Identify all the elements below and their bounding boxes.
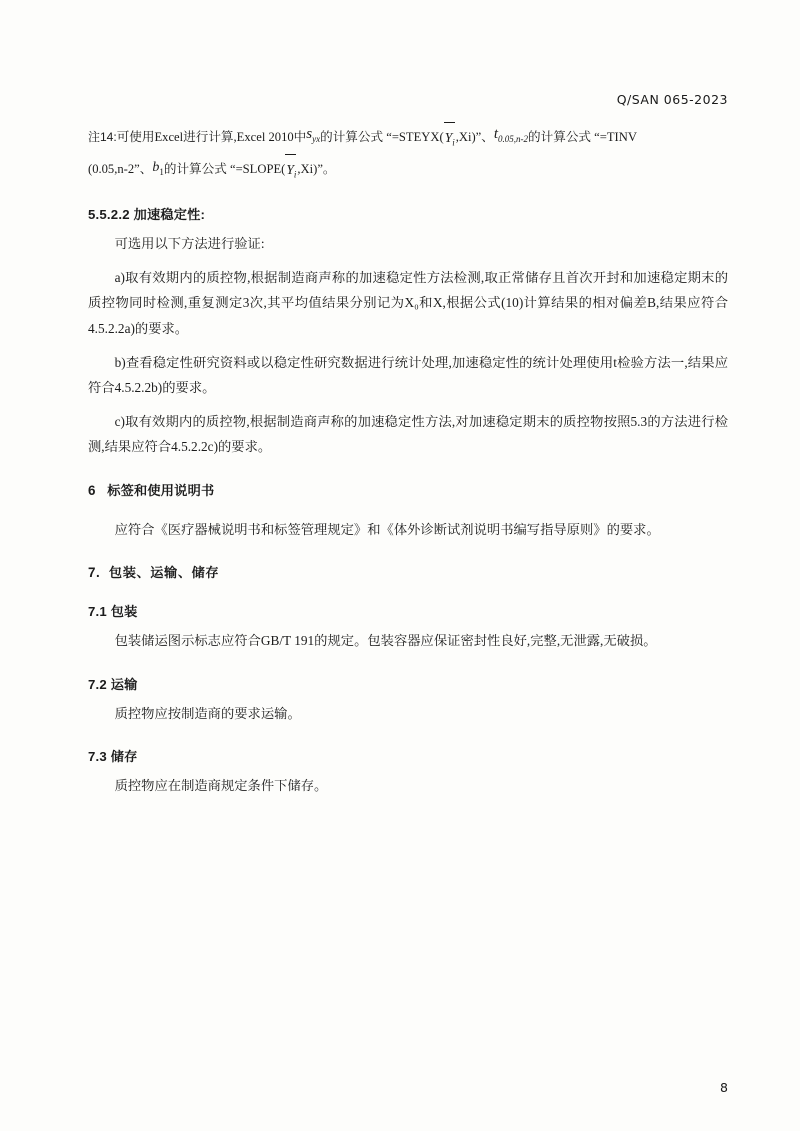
- note-paragraph-cont: [88, 155, 728, 185]
- section-heading-5-5-2-2: 5.5.2.2 加速稳定性:: [88, 207, 206, 223]
- note-text-6: 的计算公式 “=SLOPE(: [163, 161, 286, 176]
- note-label: 注14:: [88, 130, 117, 144]
- section-6-number: 6: [88, 482, 96, 498]
- paragraph-7-3: 质控物应在制造商规定条件下储存。: [114, 778, 328, 794]
- variable-t-alpha: $t_{0.05,n-2}$: [493, 126, 529, 144]
- note-text-2: 的计算公式 “=STEYX(: [320, 130, 444, 144]
- section-heading-7-3: 7.3 储存: [88, 749, 138, 765]
- section-heading-7: [88, 562, 728, 581]
- paragraph-5-5-2-2-a: a)取有效期内的质控物,根据制造商声称的加速稳定性方法检测,取正常储存且首次开封和加速稳定期末的质控物同时检测,重复测定3次,其平均值结果分别记为X₀和X,根据公式(10)计算结果的相对偏差B,结果应符合4.5.2.2a)的要求。: [88, 269, 728, 336]
- paragraph-7-1: 包装储运图示标志应符合GB/T 191的规定。包装容器应保证密封性良好,完整,无泄露,无破损。: [114, 633, 657, 649]
- note-text-1: 可使用Excel进行计算,Excel 2010中: [116, 130, 307, 144]
- document-header-code: Q/SAN 065-2023: [616, 92, 728, 107]
- variable-y-bar-2: $Y_i$: [285, 156, 297, 184]
- paragraph-7-2: 质控物应按制造商的要求运输。: [114, 705, 301, 721]
- paragraph-5-5-2-2-c: c)取有效期内的质控物,根据制造商声称的加速稳定性方法,对加速稳定期末的质控物按照5.3的方法进行检测,结果应符合4.5.2.2c)的要求。: [88, 413, 728, 455]
- paragraph-5-5-2-2-b: b)查看稳定性研究资料或以稳定性研究数据进行统计处理,加速稳定性的统计处理使用t检验方法一,结果应符合4.5.2.2b)的要求。: [88, 354, 728, 396]
- note-text-3: ,Xi)”、: [455, 130, 494, 144]
- section-heading-7-1: 7.1 包装: [88, 604, 138, 620]
- document-body: [88, 122, 728, 799]
- variable-y-bar-1: $Y_i$: [444, 124, 456, 152]
- note-text-4: 的计算公式 “=TINV: [528, 130, 637, 144]
- section-6-title: 标签和使用说明书: [107, 482, 215, 498]
- note-text-7: ,Xi)”。: [297, 161, 336, 176]
- variable-s-yx: $s_{yx}$: [306, 126, 321, 144]
- variable-b-1: $b_1$: [152, 159, 164, 177]
- section-heading-6: [88, 480, 728, 499]
- page-number: 8: [720, 1080, 728, 1095]
- paragraph-5-5-2-2-intro: 可选用以下方法进行验证:: [114, 236, 265, 252]
- note-paragraph: [88, 122, 728, 153]
- section-7-title: 包装、运输、储存: [108, 565, 220, 581]
- note-text-5: (0.05,n-2”、: [88, 161, 153, 176]
- section-7-number: 7.: [88, 565, 101, 581]
- paragraph-section-6: 应符合《医疗器械说明书和标签管理规定》和《体外诊断试剂说明书编写指导原则》的要求。: [114, 521, 660, 537]
- section-heading-7-2: 7.2 运输: [88, 676, 138, 692]
- page-content: [88, 0, 728, 1131]
